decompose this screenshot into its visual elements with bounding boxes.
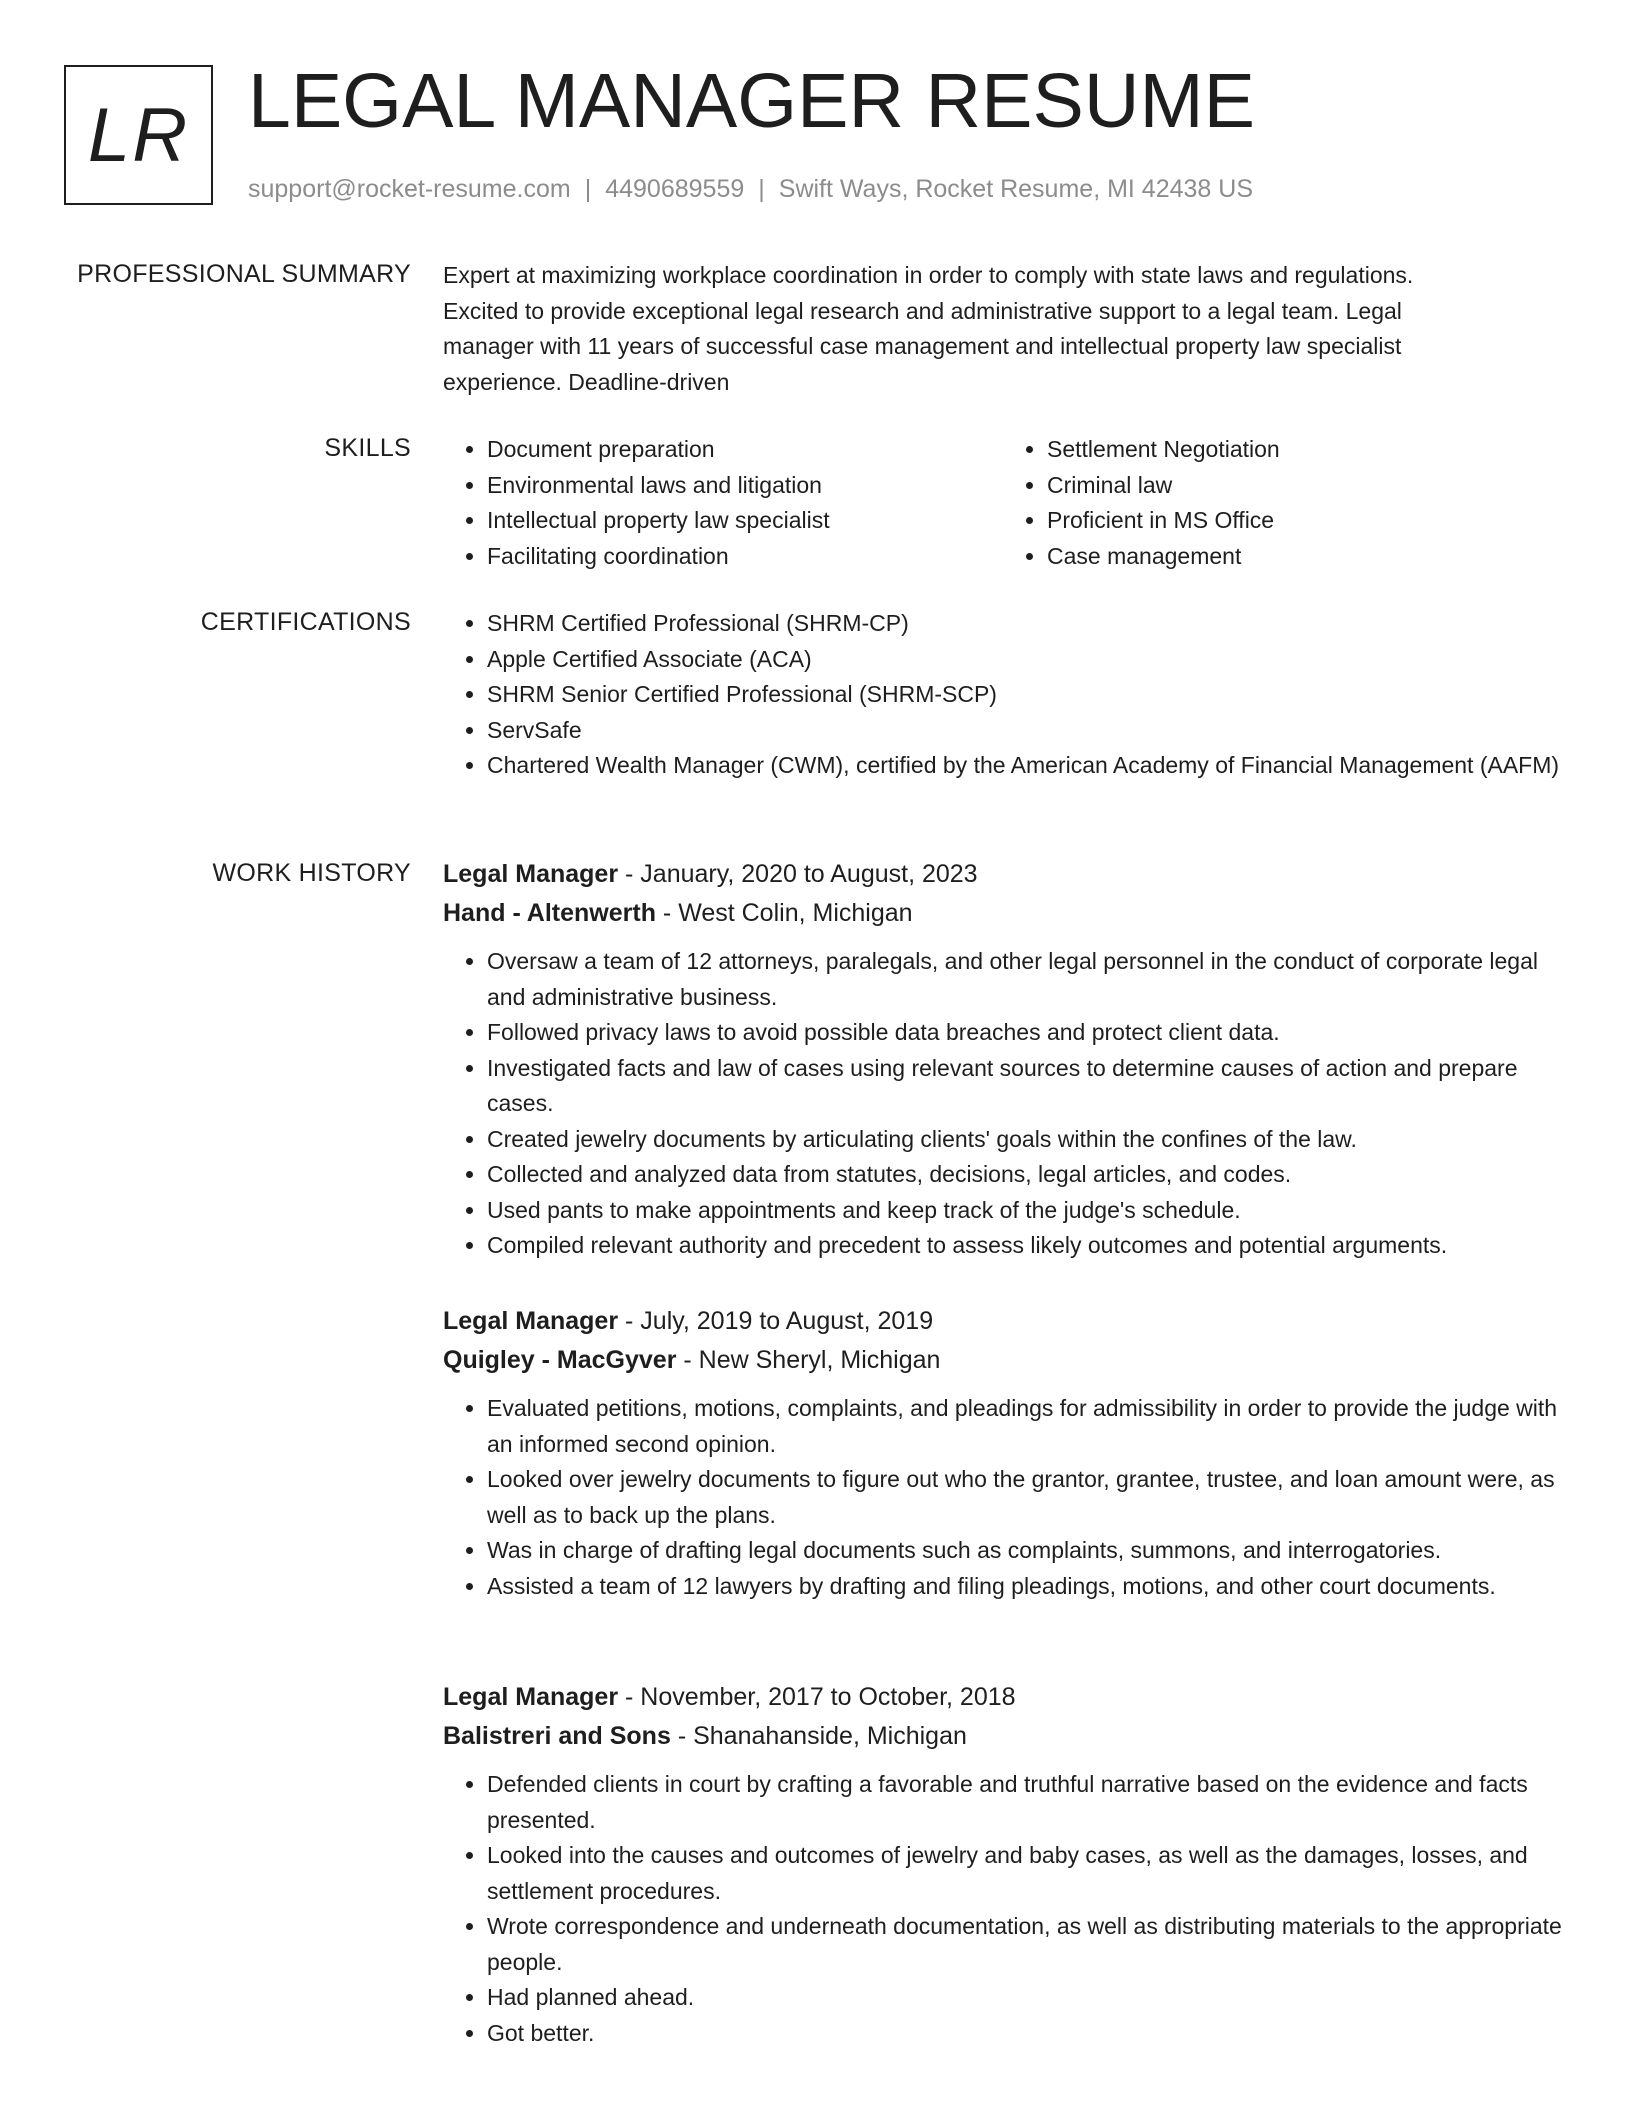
- skills-list-left: [443, 432, 1003, 574]
- job-entry: [443, 1302, 1563, 1604]
- section-label-certifications: CERTIFICATIONS: [200, 608, 411, 636]
- job-company-line: [443, 1717, 1563, 1756]
- skill-item: • Document preparation: [487, 432, 1003, 468]
- contact-separator: |: [584, 175, 592, 203]
- summary-body: [443, 258, 1563, 400]
- job-duty: • Had planned ahead.: [487, 1980, 1563, 2016]
- certification-item: • ServSafe: [487, 713, 1563, 749]
- contact-email[interactable]: support@rocket-resume.com: [248, 175, 571, 203]
- summary-line: Expert at maximizing workplace coordination in order to comply with state laws and regulations.: [443, 262, 1414, 288]
- job-entry: [443, 1678, 1563, 2051]
- job-location: - West Colin, Michigan: [662, 899, 913, 927]
- summary-line: experience. Deadline-driven: [443, 368, 730, 395]
- job-title: Legal Manager: [443, 1307, 619, 1335]
- skill-item: • Environmental laws and litigation: [487, 468, 1003, 504]
- skill-item: • Criminal law: [1047, 468, 1563, 504]
- section-label-summary: PROFESSIONAL SUMMARY: [77, 260, 411, 288]
- certification-item: • Apple Certified Associate (ACA): [487, 642, 1563, 678]
- job-company: Balistreri and Sons: [443, 1722, 671, 1750]
- job-dates: - November, 2017 to October, 2018: [625, 1683, 1016, 1711]
- job-company: Hand - Altenwerth: [443, 899, 656, 927]
- job-duty: • Evaluated petitions, motions, complaints, and pleadings for admissibility in order to provide the judge with an informed second opinion.: [487, 1391, 1563, 1462]
- skill-item: • Intellectual property law specialist: [487, 503, 1003, 539]
- job-duty: • Created jewelry documents by articulating clients' goals within the confines of the law.: [487, 1122, 1563, 1158]
- certifications-list: [443, 606, 1563, 784]
- job-duty: • Collected and analyzed data from statutes, decisions, legal articles, and codes.: [487, 1157, 1563, 1193]
- job-title-line: [443, 1302, 1563, 1341]
- job-title-line: [443, 1678, 1563, 1717]
- job-duty: • Compiled relevant authority and precedent to assess likely outcomes and potential arguments.: [487, 1228, 1563, 1264]
- contact-phone[interactable]: 4490689559: [605, 175, 745, 203]
- job-duty: • Assisted a team of 12 lawyers by drafting and filing pleadings, motions, and other court documents.: [487, 1569, 1563, 1605]
- skill-item: • Facilitating coordination: [487, 539, 1003, 575]
- job-company-line: [443, 894, 1563, 933]
- skill-item: • Proficient in MS Office: [1047, 503, 1563, 539]
- skill-item: • Settlement Negotiation: [1047, 432, 1563, 468]
- job-duty: • Wrote correspondence and underneath documentation, as well as distributing materials to the appropriate people.: [487, 1909, 1563, 1980]
- job-title: Legal Manager: [443, 860, 619, 888]
- job-duty: • Was in charge of drafting legal documents such as complaints, summons, and interrogatories.: [487, 1533, 1563, 1569]
- job-dates: - July, 2019 to August, 2019: [625, 1307, 934, 1335]
- section-label-skills: SKILLS: [324, 434, 411, 462]
- certification-item: • Chartered Wealth Manager (CWM), certified by the American Academy of Financial Management (AAFM): [487, 748, 1563, 784]
- job-duty: • Got better.: [487, 2016, 1563, 2052]
- job-duties-list: [443, 1767, 1563, 2051]
- summary-line: manager with 11 years of successful case management and intellectual property law specialist: [443, 333, 1402, 359]
- summary-line: Excited to provide exceptional legal research and administrative support to a legal team. Legal: [443, 297, 1402, 324]
- job-location: - Shanahanside, Michigan: [677, 1722, 967, 1750]
- contact-separator: |: [758, 175, 765, 203]
- skill-item: • Case management: [1047, 539, 1563, 575]
- job-duties-list: [443, 1391, 1563, 1604]
- contact-line: [248, 172, 1253, 206]
- job-company-line: [443, 1341, 1563, 1380]
- skills-list-right: [1003, 432, 1563, 574]
- job-duty: • Used pants to make appointments and keep track of the judge's schedule.: [487, 1193, 1563, 1229]
- job-duty: • Investigated facts and law of cases using relevant sources to determine causes of action and prepare cases.: [487, 1051, 1563, 1122]
- resume-title: LEGAL MANAGER RESUME: [248, 58, 1255, 144]
- job-title: Legal Manager: [443, 1683, 619, 1711]
- skills-grid: [443, 432, 1563, 574]
- job-company: Quigley - MacGyver: [443, 1346, 677, 1374]
- certifications-body: [443, 606, 1563, 784]
- job-duty: • Looked over jewelry documents to figure out who the grantor, grantee, trustee, and loan amount were, as well as to back up the plans.: [487, 1462, 1563, 1533]
- skills-body: [443, 432, 1563, 574]
- job-dates: - January, 2020 to August, 2023: [625, 860, 978, 888]
- job-title-line: [443, 855, 1563, 894]
- certification-item: • SHRM Senior Certified Professional (SHRM-SCP): [487, 677, 1563, 713]
- job-duties-list: [443, 944, 1563, 1264]
- section-label-work-history: WORK HISTORY: [212, 859, 411, 887]
- certification-item: • SHRM Certified Professional (SHRM-CP): [487, 606, 1563, 642]
- contact-address: Swift Ways, Rocket Resume, MI 42438 US: [778, 175, 1253, 203]
- job-duty: • Defended clients in court by crafting a favorable and truthful narrative based on the evidence and facts presented.: [487, 1767, 1563, 1838]
- job-entry: [443, 855, 1563, 1264]
- job-location: - New Sheryl, Michigan: [683, 1346, 941, 1374]
- summary-text: [443, 258, 1563, 400]
- monogram-initials: LR: [87, 92, 190, 178]
- monogram-box: [64, 65, 213, 205]
- job-duty: • Followed privacy laws to avoid possible data breaches and protect client data.: [487, 1015, 1563, 1051]
- job-duty: • Looked into the causes and outcomes of jewelry and baby cases, as well as the damages, losses, and settlement procedures.: [487, 1838, 1563, 1909]
- job-duty: • Oversaw a team of 12 attorneys, paralegals, and other legal personnel in the conduct of corporate legal and administrative business.: [487, 944, 1563, 1015]
